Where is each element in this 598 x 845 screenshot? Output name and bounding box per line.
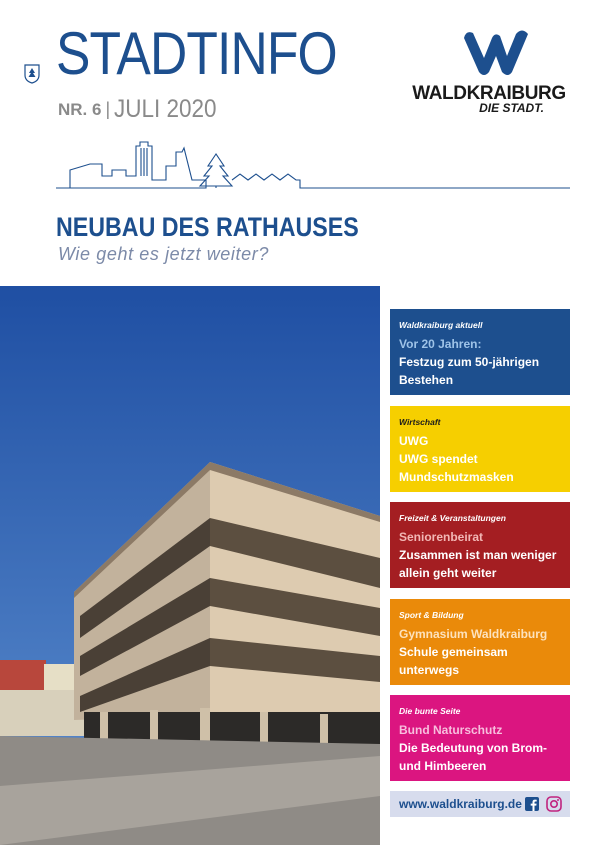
teaser-box-sport[interactable] <box>390 599 570 685</box>
facebook-icon[interactable] <box>525 797 539 811</box>
teaser-title: UWG <box>399 434 429 448</box>
city-crest-icon <box>24 64 40 84</box>
website-bar <box>390 791 570 817</box>
teaser-box-bunte-seite[interactable] <box>390 695 570 781</box>
teaser-text: Die Bedeutung von Brom- und Himbeeren <box>399 741 548 773</box>
issue-number: NR. 6 <box>58 100 102 119</box>
teaser-text: UWG spendet Mundschutzmasken <box>399 452 514 484</box>
masthead-title: STADTINFO <box>56 20 337 87</box>
teaser-box-freizeit[interactable] <box>390 502 570 588</box>
teaser-text: Festzug zum 50-jährigen Bestehen <box>399 355 540 387</box>
teaser-text: Zusammen ist man weniger allein geht weiter <box>399 548 557 580</box>
issue-date: JULI 2020 <box>114 95 217 123</box>
teaser-category: Freizeit & Veranstaltungen <box>399 513 506 523</box>
teaser-box-wirtschaft[interactable] <box>390 406 570 492</box>
logo-wordmark: WALDKRAIBURG <box>412 83 566 104</box>
teaser-title: Bund Naturschutz <box>399 723 503 737</box>
website-link[interactable]: www.waldkraiburg.de <box>399 797 522 811</box>
teaser-text: Schule gemeinsam unterwegs <box>399 645 508 677</box>
teaser-category: Waldkraiburg aktuell <box>399 320 483 330</box>
town-hall-photo <box>0 286 380 845</box>
issue-info <box>58 95 228 124</box>
teaser-category: Wirtschaft <box>399 417 441 427</box>
instagram-icon[interactable] <box>546 796 562 812</box>
teaser-box-aktuell[interactable] <box>390 309 570 395</box>
skyline-illustration <box>56 140 570 192</box>
logo-tagline: DIE STADT. <box>479 101 544 115</box>
feature-headline: NEUBAU DES RATHAUSES <box>56 212 359 242</box>
waldkraiburg-logo-icon <box>462 28 530 78</box>
teaser-title: Vor 20 Jahren: <box>399 337 482 351</box>
issue-separator: | <box>105 99 111 119</box>
teaser-category: Die bunte Seite <box>399 706 461 716</box>
teaser-title: Gymnasium Waldkraiburg <box>399 627 548 641</box>
teaser-title: Seniorenbeirat <box>399 530 484 544</box>
feature-subline: Wie geht es jetzt weiter? <box>58 244 269 264</box>
teaser-category: Sport & Bildung <box>399 610 464 620</box>
